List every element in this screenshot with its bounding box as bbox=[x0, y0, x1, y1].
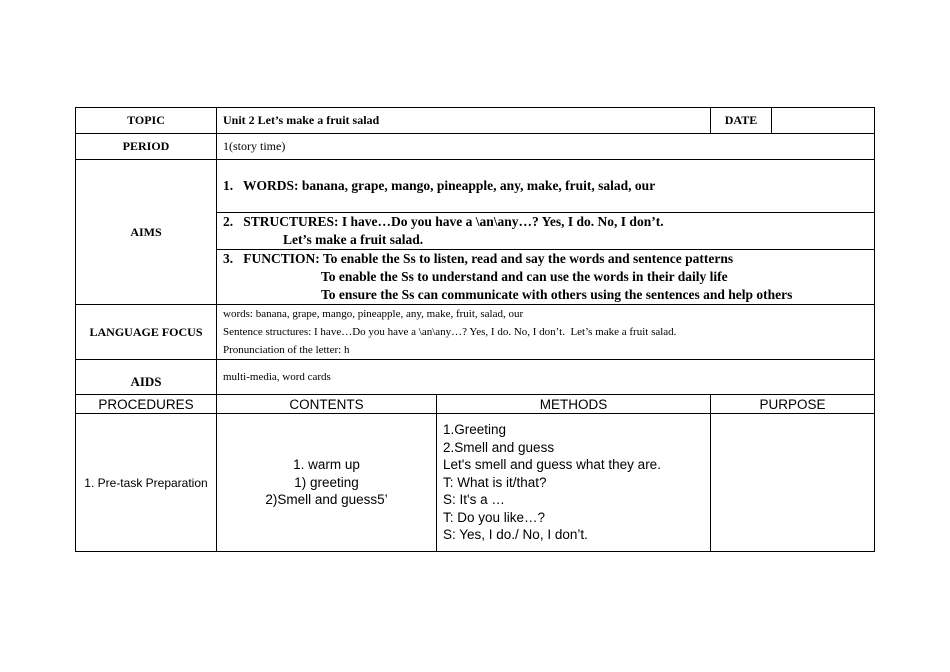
aims-structures bbox=[217, 213, 875, 250]
language-focus-sentences: Sentence structures: I have…Do you have a \an\any…? Yes, I do. No, I don’t. Let’s make a fruit salad. bbox=[223, 326, 677, 338]
stage-procedure: 1. Pre-task Preparation bbox=[76, 414, 217, 552]
topic-row bbox=[76, 108, 875, 134]
contents-line: 1) greeting bbox=[294, 474, 359, 490]
aids-label: AIDS bbox=[76, 360, 217, 395]
language-focus-row bbox=[76, 305, 875, 360]
language-focus-pronunciation: Pronunciation of the letter: h bbox=[223, 344, 350, 356]
procedures-header: PROCEDURES bbox=[76, 395, 217, 414]
methods-line: Let's smell and guess what they are. bbox=[443, 457, 661, 473]
aims-words bbox=[217, 160, 875, 213]
language-focus-label: LANGUAGE FOCUS bbox=[76, 305, 217, 360]
aims-structures-line-2: Let’s make a fruit salad. bbox=[283, 232, 424, 247]
aims-words-text: 1. WORDS: banana, grape, mango, pineapple, any, make, fruit, salad, our bbox=[223, 178, 656, 193]
contents-header: CONTENTS bbox=[217, 395, 437, 414]
stage-methods bbox=[437, 414, 711, 552]
stage-contents bbox=[217, 414, 437, 552]
language-focus-words: words: banana, grape, mango, pineapple, any, make, fruit, salad, our bbox=[223, 308, 524, 320]
aims-words-row bbox=[76, 160, 875, 213]
aims-function-line-1: 3. FUNCTION: To enable the Ss to listen, read and say the words and sentence patterns bbox=[223, 251, 734, 266]
aims-function bbox=[217, 250, 875, 305]
methods-line: 1.Greeting bbox=[443, 422, 507, 438]
methods-line: T: What is it/that? bbox=[443, 474, 547, 490]
procedures-header-row bbox=[76, 395, 875, 414]
aims-function-line-2: To enable the Ss to understand and can use the words in their daily life bbox=[321, 269, 728, 284]
aims-label: AIMS bbox=[76, 160, 217, 305]
period-row bbox=[76, 134, 875, 160]
stage-row bbox=[76, 414, 875, 552]
aids-row bbox=[76, 360, 875, 395]
methods-line: S: Yes, I do./ No, I don’t. bbox=[443, 527, 588, 543]
aims-structures-line-1: 2. STRUCTURES: I have…Do you have a \an\any…? Yes, I do. No, I don’t. bbox=[223, 214, 664, 229]
aims-function-line-3: To ensure the Ss can communicate with others using the sentences and help others bbox=[321, 287, 793, 302]
methods-line: S: It's a … bbox=[443, 492, 505, 508]
period-label: PERIOD bbox=[76, 134, 217, 160]
date-label: DATE bbox=[711, 108, 772, 134]
purpose-header: PURPOSE bbox=[711, 395, 875, 414]
methods-line: T: Do you like…? bbox=[443, 509, 546, 525]
period-value: 1(story time) bbox=[217, 134, 875, 160]
date-value bbox=[772, 108, 875, 134]
language-focus-value bbox=[217, 305, 875, 360]
contents-line: 1. warm up bbox=[293, 457, 360, 473]
methods-line: 2.Smell and guess bbox=[443, 439, 555, 455]
topic-value: Unit 2 Let’s make a fruit salad bbox=[217, 108, 711, 134]
methods-header: METHODS bbox=[437, 395, 711, 414]
topic-label: TOPIC bbox=[76, 108, 217, 134]
aids-value: multi-media, word cards bbox=[217, 360, 875, 395]
stage-purpose bbox=[711, 414, 875, 552]
lesson-plan-table bbox=[75, 107, 875, 552]
contents-line: 2)Smell and guess5’ bbox=[265, 492, 388, 508]
